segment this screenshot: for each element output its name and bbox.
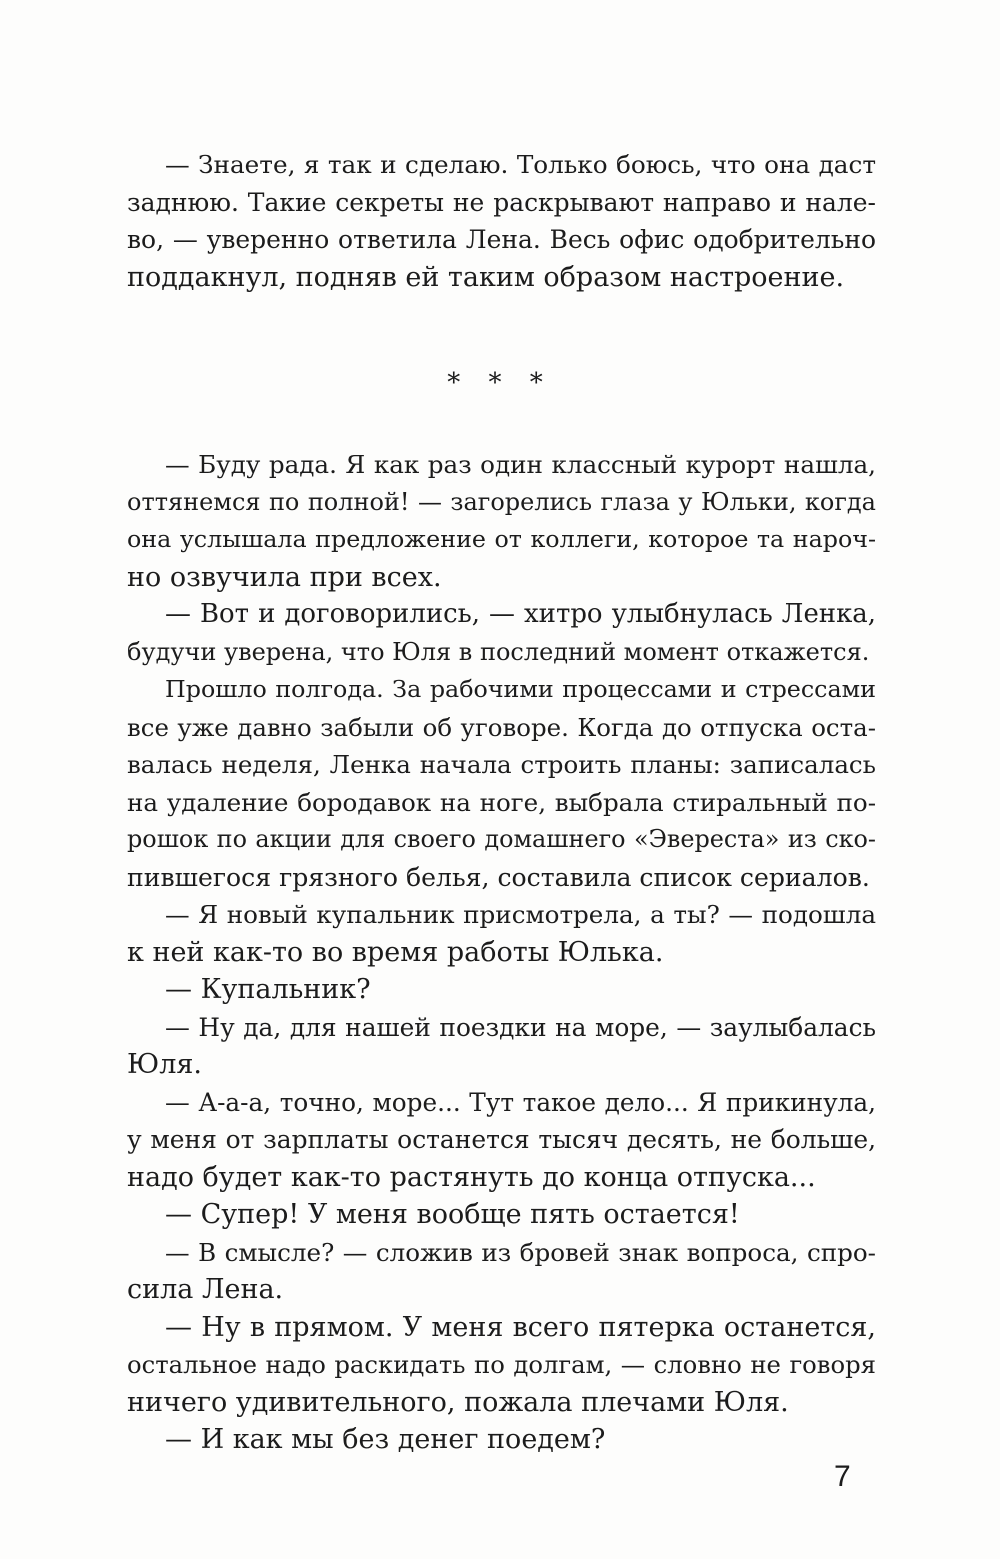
text-line: она услышала предложение от коллеги, которое та нароч-: [127, 525, 876, 553]
paragraph: [127, 896, 876, 971]
main-text: [127, 446, 876, 1459]
text-line: остальное надо раскидать по долгам, — словно не говоря: [127, 1350, 876, 1379]
paragraph-opening: [127, 146, 876, 296]
text-line: но озвучила при всех.: [127, 561, 442, 593]
text-line: валась неделя, Ленка начала строить планы: записалась: [127, 750, 876, 779]
text-line: оттянемся по полной! — загорелись глаза у Юльки, когда: [127, 487, 876, 516]
text-line: заднюю. Такие секреты не раскрывают направо и нале-: [127, 187, 876, 217]
text-line: во, — уверенно ответила Лена. Весь офис одобрительно: [127, 225, 876, 254]
paragraph: [127, 1084, 876, 1197]
paragraph: [127, 596, 876, 671]
text-line: надо будет как-то растянуть до конца отпуска...: [127, 1161, 816, 1193]
paragraph: [127, 1421, 876, 1459]
page-number: 7: [834, 1460, 851, 1493]
paragraph: [127, 1309, 876, 1422]
paragraph: [127, 671, 876, 896]
paragraph: [127, 1196, 876, 1234]
text-line: сила Лена.: [127, 1274, 284, 1305]
text-line: — Купальник?: [165, 974, 371, 1005]
paragraph: [127, 971, 876, 1009]
text-line: Прошло полгода. За рабочими процессами и стрессами: [165, 675, 876, 703]
text-line: — Я новый купальник присмотрела, а ты? — подошла: [165, 900, 876, 929]
paragraph: [127, 1234, 876, 1309]
text-line: все уже давно забыли об уговоре. Когда до отпуска оста-: [127, 712, 876, 742]
text-line: к ней как-то во время работы Юлька.: [127, 936, 664, 968]
text-line: рошок по акции для своего домашнего «Эвереста» из ско-: [127, 825, 876, 853]
text-line: пившегося грязного белья, составила список сериалов.: [127, 862, 870, 892]
text-line: — Ну в прямом. У меня всего пятерка останется,: [165, 1311, 876, 1343]
text-line: будучи уверена, что Юля в последний момент откажется.: [127, 637, 870, 666]
text-line: — И как мы без денег поедем?: [165, 1424, 606, 1455]
text-line: — Вот и договорились, — хитро улыбнулась Ленка,: [165, 599, 876, 629]
text-line: — Ну да, для нашей поездки на море, — заулыбалась: [165, 1012, 876, 1042]
text-line: — Супер! У меня вообще пять остается!: [165, 1199, 740, 1230]
text-line: у меня от зарплаты останется тысяч десять, не больше,: [127, 1125, 876, 1154]
text-line: — Знаете, я так и сделаю. Только боюсь, что она даст: [165, 150, 876, 179]
text-line: — В смысле? — сложив из бровей знак вопроса, спро-: [165, 1237, 876, 1267]
paragraph: [127, 446, 876, 596]
text-line: Юля.: [127, 1049, 202, 1080]
text-line: — А-а-а, точно, море... Тут такое дело... Я прикинула,: [165, 1087, 876, 1117]
text-line: ничего удивительного, пожала плечами Юля.: [127, 1386, 789, 1418]
section-separator: * * *: [447, 368, 553, 398]
paragraph: [127, 1009, 876, 1084]
text-line: поддакнул, подняв ей таким образом настроение.: [127, 261, 845, 293]
text-line: — Буду рада. Я как раз один классный курорт нашла,: [165, 450, 876, 479]
text-line: на удаление бородавок на ноге, выбрала стиральный по-: [127, 787, 876, 817]
